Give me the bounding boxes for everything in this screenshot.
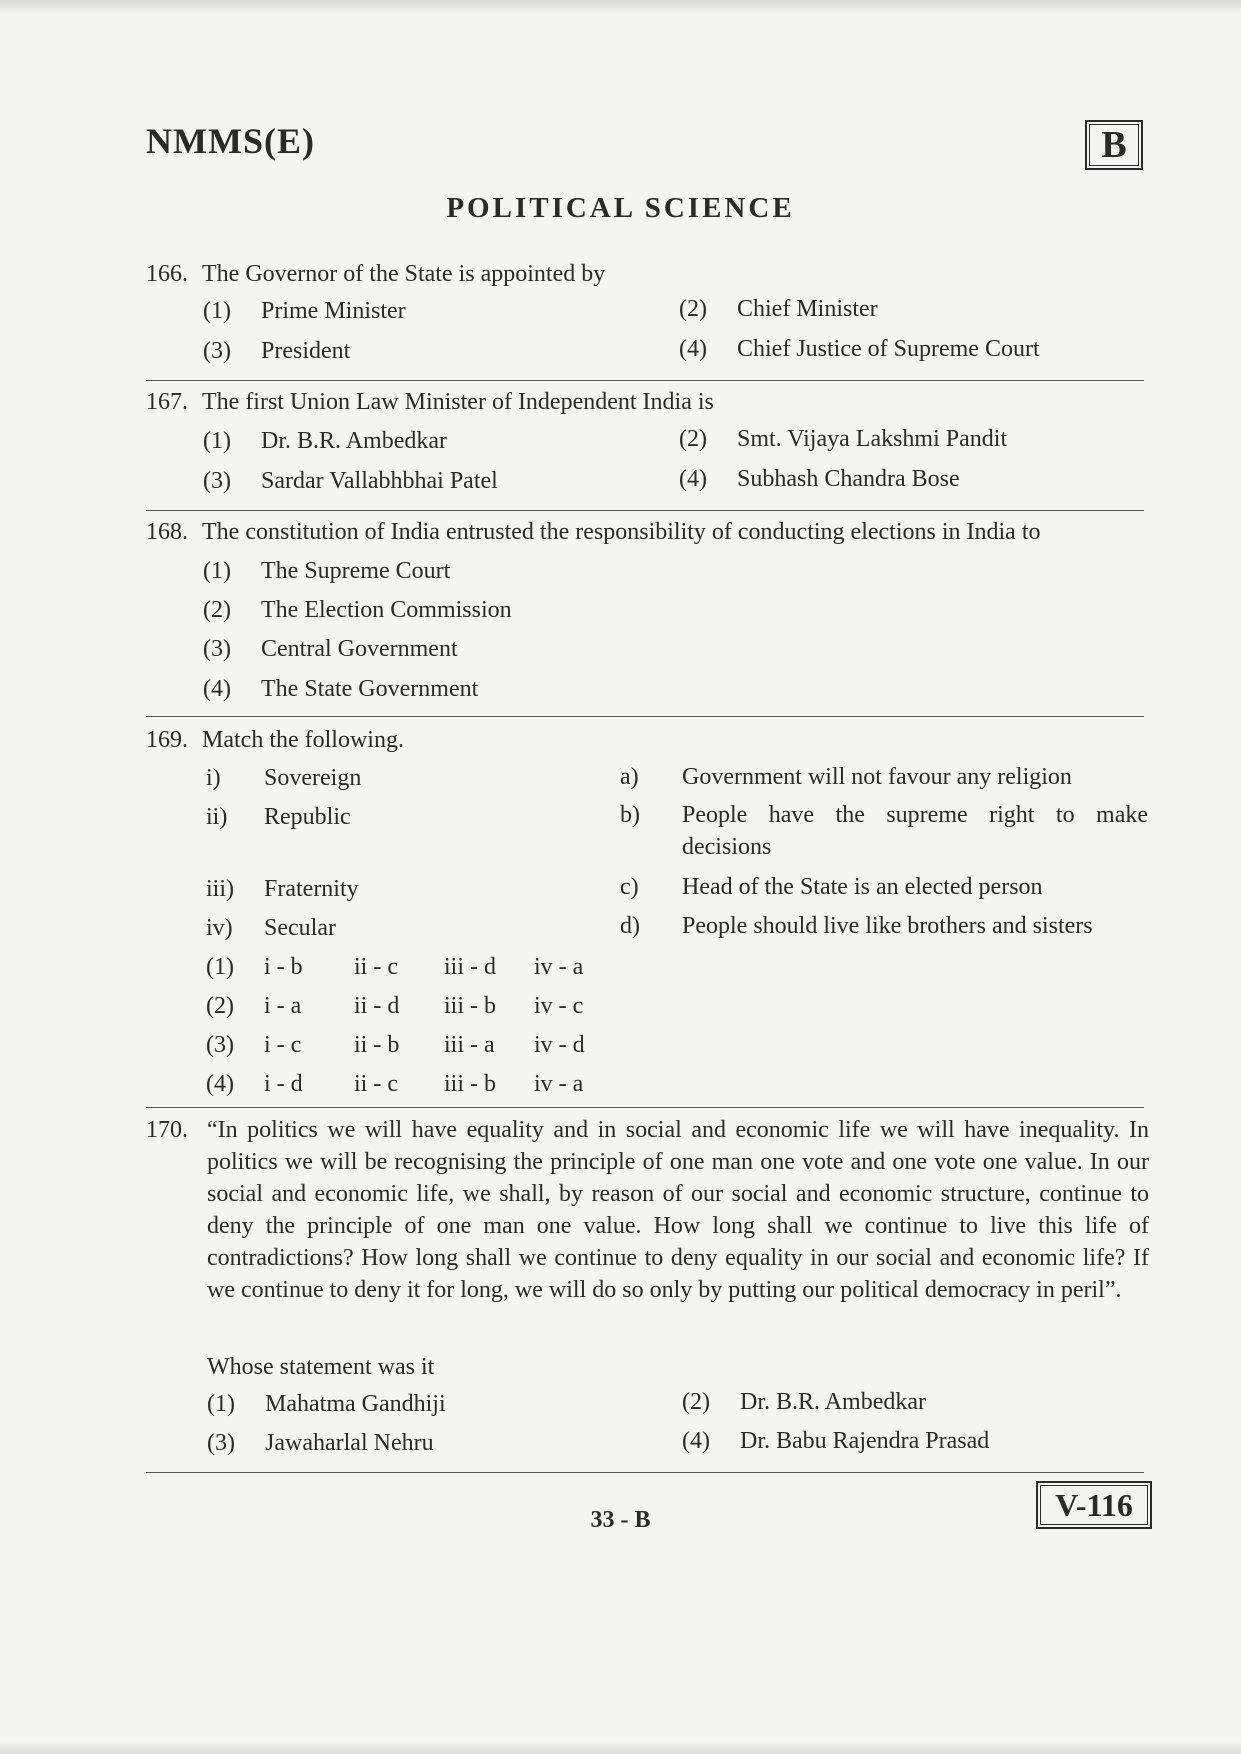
match-left-item: iv) Secular: [206, 915, 336, 941]
question-169: [146, 721, 404, 760]
scan-top-edge: [0, 0, 1241, 14]
match-left-item: iii) Fraternity: [206, 876, 359, 902]
scan-bottom-edge: [0, 1742, 1241, 1754]
question-170-number: 170.: [146, 1117, 188, 1143]
divider: [146, 1107, 1144, 1108]
question-170-prompt: Whose statement was it: [207, 1354, 435, 1380]
question-text: The constitution of India entrusted the responsibility of conducting elections in India to: [202, 519, 1041, 545]
option: (1) Mahatma Gandhiji: [207, 1391, 446, 1417]
divider: [146, 1472, 1144, 1473]
option: (1) Dr. B.R. Ambedkar: [203, 428, 447, 454]
page-number: 33 - B: [590, 1507, 651, 1533]
option: (4) Subhash Chandra Bose: [679, 466, 960, 492]
option: (2) Chief Minister: [679, 296, 878, 322]
question-number: 166.: [146, 261, 188, 287]
divider: [146, 380, 1144, 381]
match-right-item: b) People have the supreme right to make: [620, 802, 1148, 828]
match-right-item: c) Head of the State is an elected person: [620, 874, 1043, 900]
option: (3) i - c ii - b iii - a iv - d: [206, 1032, 585, 1058]
question-text: Match the following.: [202, 727, 404, 753]
option: (1) i - b ii - c iii - d iv - a: [206, 954, 584, 980]
match-right-item: a) Government will not favour any religion: [620, 764, 1072, 790]
question-text: The first Union Law Minister of Independent India is: [202, 389, 714, 415]
match-right-item-continuation: decisions: [682, 834, 772, 860]
question-170-quote: “In politics we will have equality and in social and economic life we will have inequality. In politics we will be recognising the principle of one man one vote and one vote one value. In our social and economic life, we shall, by reason of our social and economic structure, continue to deny the principle of one man one value. How long shall we continue to live this life of contradictions? How long shall we continue to deny equality in our social and economic life? If we continue to deny it for long, we will do so only by putting our political democracy in peril”.: [207, 1117, 1149, 1303]
option: (3) President: [203, 338, 351, 364]
question-number: 167.: [146, 389, 188, 415]
option: (1) Prime Minister: [203, 298, 406, 324]
question-167: [146, 383, 714, 422]
option: (2) The Election Commission: [203, 597, 512, 623]
option: (2) Dr. B.R. Ambedkar: [682, 1389, 926, 1415]
option: (1) The Supreme Court: [203, 558, 451, 584]
match-right-item: d) People should live like brothers and sisters: [620, 913, 1093, 939]
divider: [146, 510, 1144, 511]
question-number: 169.: [146, 727, 188, 753]
question-166: [146, 255, 605, 294]
exam-code: NMMS(E): [146, 121, 315, 161]
question-168: [146, 513, 1041, 552]
option: (3) Jawaharlal Nehru: [207, 1430, 434, 1456]
option: (2) Smt. Vijaya Lakshmi Pandit: [679, 426, 1008, 452]
subject-title: POLITICAL SCIENCE: [446, 192, 795, 224]
question-text: The Governor of the State is appointed by: [202, 261, 606, 287]
option: (4) i - d ii - c iii - b iv - a: [206, 1071, 584, 1097]
option: (4) Chief Justice of Supreme Court: [679, 336, 1040, 362]
match-left-item: i) Sovereign: [206, 765, 362, 791]
option: (4) The State Government: [203, 676, 479, 702]
option: (3) Central Government: [203, 636, 458, 662]
booklet-code-box: V-116: [1036, 1481, 1152, 1529]
option: (3) Sardar Vallabhbhai Patel: [203, 468, 498, 494]
question-number: 168.: [146, 519, 188, 545]
divider: [146, 716, 1144, 717]
match-left-item: ii) Republic: [206, 804, 351, 830]
set-letter-box: B: [1085, 120, 1143, 170]
option: (4) Dr. Babu Rajendra Prasad: [682, 1428, 990, 1454]
option: (2) i - a ii - d iii - b iv - c: [206, 993, 584, 1019]
